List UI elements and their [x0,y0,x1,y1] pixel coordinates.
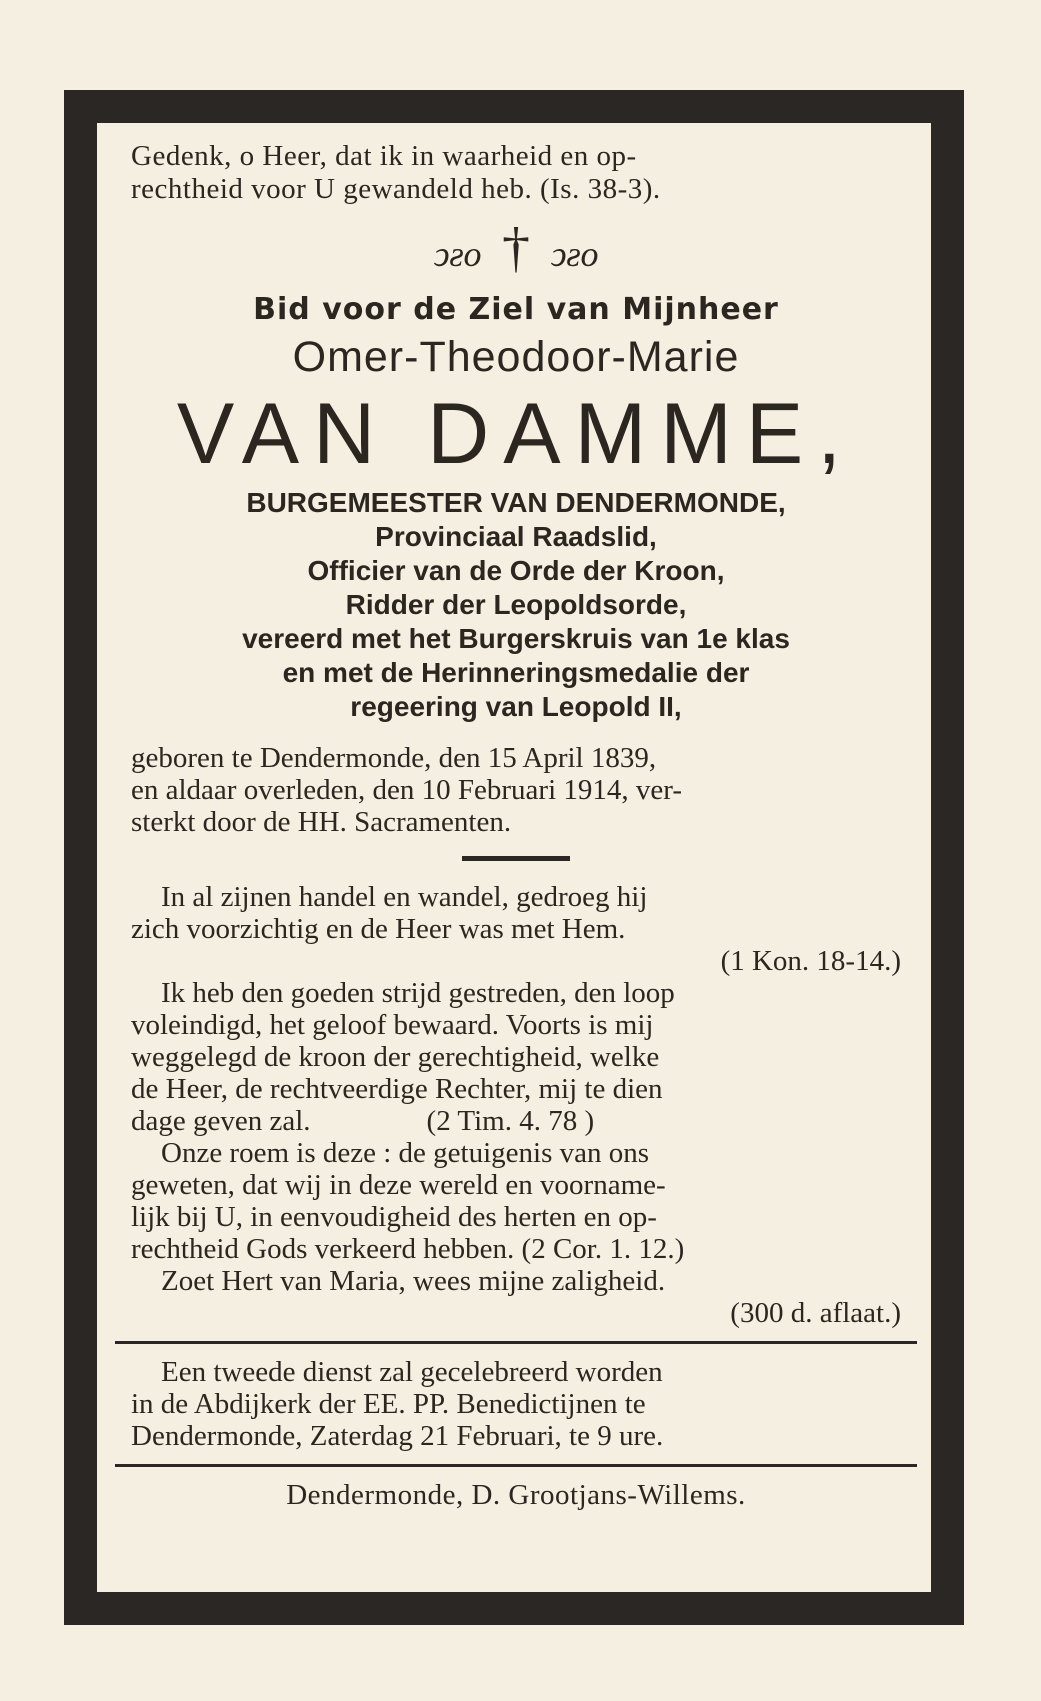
title-line: en met de Herinneringsmedalie der [282,657,750,688]
opening-verse-line: Gedenk, o Heer, dat ik in waarheid en op- [131,140,637,172]
opening-verse-line: rechtheid voor U gewandeld heb. (Is. 38-3). [131,173,661,205]
quote-line: (1 Kon. 18-14.) [720,945,901,977]
swash-ornament-icon: ↄƨo [433,234,482,274]
quote-line: dage geven zal. (2 Tim. 4. 78 ) [131,1105,595,1137]
divider [115,1464,917,1467]
quote-line: geweten, dat wij in deze wereld en voorname- [131,1169,666,1201]
quote-line: voleindigd, het geloof bewaard. Voorts is mij [131,1009,654,1041]
title-line: Provinciaal Raadslid, [375,521,657,552]
quote-line: Onze roem is deze : de getuigenis van ons [161,1137,650,1169]
printer-line: Dendermonde, D. Grootjans-Willems. [286,1479,746,1511]
title-line: regeering van Leopold II, [350,691,682,722]
opening-verse [131,140,901,206]
quote-line: Zoet Hert van Maria, wees mijne zaligheid. [161,1265,666,1297]
cross-ornament [131,218,901,278]
scripture-quotes [131,881,901,1329]
life-line: sterkt door de HH. Sacramenten. [131,806,512,838]
swash-ornament-icon: ↄƨo [550,234,599,274]
service-line: in de Abdijkerk der EE. PP. Benedictijnen te [131,1388,646,1420]
divider [115,1341,917,1344]
quote-line: de Heer, de rechtveerdige Rechter, mij te dien [131,1073,663,1105]
quote-line: lijk bij U, in eenvoudigheid des herten en op- [131,1201,657,1233]
surname: VAN DAMME, [176,386,856,482]
life-dates [131,742,901,838]
quote-line: In al zijnen handel en wandel, gedroeg hij [161,881,648,913]
service-line: Een tweede dienst zal gecelebreerd worden [161,1356,663,1388]
life-line: geboren te Dendermonde, den 15 April 1839, [131,742,657,774]
title-line: Officier van de Orde der Kroon, [307,555,725,586]
title-line: vereerd met het Burgerskruis van 1e klas [242,623,790,654]
title-line: Ridder der Leopoldsorde, [345,589,687,620]
service-notice [131,1356,901,1452]
title-line: BURGEMEESTER VAN DENDERMONDE, [246,487,786,518]
cross-icon: † [502,217,530,279]
quote-line: (300 d. aflaat.) [730,1297,901,1329]
quote-line: rechtheid Gods verkeerd hebben. (2 Cor. 1. 12.) [131,1233,685,1265]
card-content [131,140,901,1512]
short-divider [462,856,570,861]
quote-line: weggelegd de kroon der gerechtigheid, welke [131,1041,660,1073]
service-line: Dendermonde, Zaterdag 21 Februari, te 9 ure. [131,1420,664,1452]
given-names: Omer-Theodoor-Marie [292,333,740,381]
titles-block [131,486,901,724]
quote-line: Ik heb den goeden strijd gestreden, den loop [161,977,675,1009]
life-line: en aldaar overleden, den 10 Februari 1914, ver- [131,774,682,806]
quote-line: zich voorzichtig en de Heer was met Hem. [131,913,626,945]
prayer-heading: Bid voor de Ziel van Mijnheer [253,292,779,327]
